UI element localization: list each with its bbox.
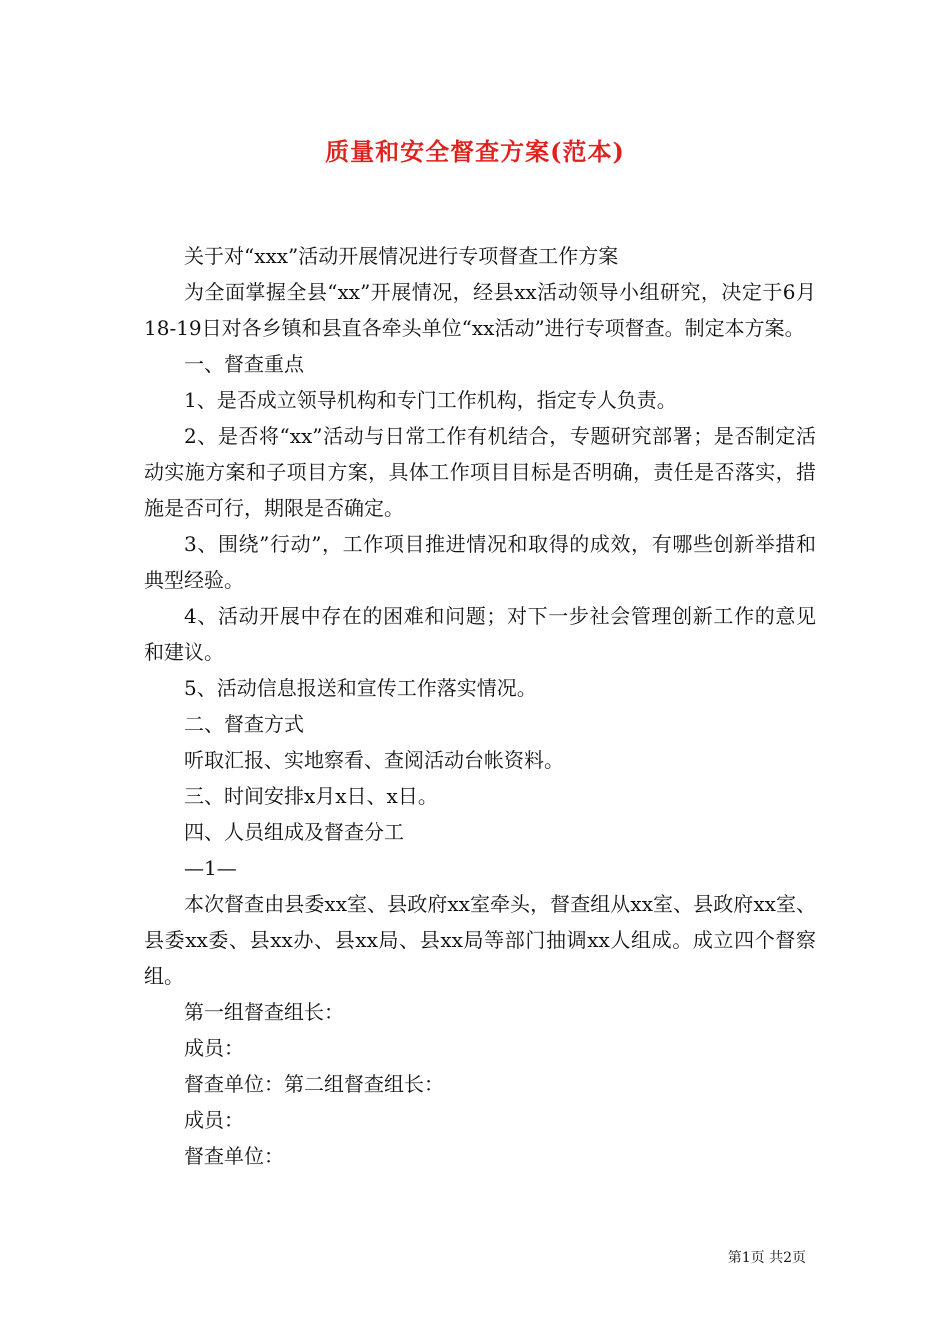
list-item: 5、活动信息报送和宣传工作落实情况。 [184,676,537,700]
paragraph-staffing: 本次督查由县委xx室、县政府xx室牵头，督查组从xx室、县政府xx室、县委xx委、县xx办、县xx局、县xx局等部门抽调xx人组成。成立四个督察组。 [144,892,816,988]
paragraph-heading: 关于对“xxx”活动开展情况进行专项督查工作方案 [184,244,619,268]
list-item: 4、活动开展中存在的困难和问题；对下一步社会管理创新工作的意见和建议。 [144,604,816,664]
group-line: 督查单位： [184,1144,284,1168]
paragraph-method: 听取汇报、实地察看、查阅活动台帐资料。 [184,748,564,772]
group-line: 成员： [184,1108,244,1132]
paragraph-intro: 为全面掌握全县“xx”开展情况，经县xx活动领导小组研究，决定于6月18-19日对各乡镇和县直各牵头单位“xx活动”进行专项督查。制定本方案。 [144,280,816,340]
section-heading-staffing: 四、人员组成及督查分工 [184,820,404,844]
list-item: 2、是否将“xx”活动与日常工作有机结合，专题研究部署；是否制定活动实施方案和子项目方案，具体工作项目目标是否明确，责任是否落实，措施是否可行，期限是否确定。 [144,424,816,520]
list-item: 1、是否成立领导机构和专门工作机构，指定专人负责。 [184,388,677,412]
section-heading-schedule: 三、时间安排x月x日、x日。 [184,784,438,808]
group-line: 成员： [184,1036,244,1060]
group-line: 督查单位：第二组督查组长： [184,1072,444,1096]
document-body [144,238,816,1174]
page-footer [728,1247,806,1267]
page-number-label: 第1页 共2页 [727,1250,806,1266]
section-heading-method: 二、督查方式 [184,712,304,736]
list-item: 3、围绕”行动”，工作项目推进情况和取得的成效，有哪些创新举措和典型经验。 [144,532,816,592]
page-marker: —1— [184,856,237,880]
group-line: 第一组督查组长： [184,1000,344,1024]
document-title: 质量和安全督查方案(范本) [325,137,625,166]
section-heading-focus: 一、督查重点 [184,352,304,376]
